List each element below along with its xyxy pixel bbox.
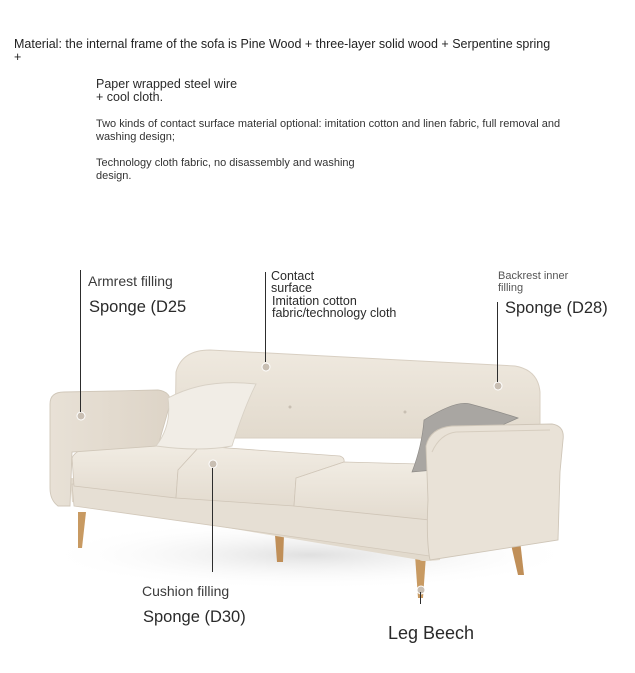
backrest-label-line-1: Backrest inner xyxy=(498,270,569,282)
technology-cloth-line-2: design. xyxy=(96,170,132,182)
cushion-leader-line xyxy=(212,468,213,572)
cushion-label: Cushion filling xyxy=(142,583,230,599)
armrest-leader-line xyxy=(80,270,81,412)
contact-surface-line-2: washing design; xyxy=(96,131,175,143)
armrest-value: Sponge (D25 xyxy=(89,298,187,316)
contact-leader-line xyxy=(265,272,266,362)
backrest-label-line-2: filling xyxy=(498,282,524,294)
backrest-callout-dot xyxy=(494,382,502,390)
paper-wire-line-1: Paper wrapped steel wire xyxy=(96,77,238,91)
contact-value-line-2: fabric/technology cloth xyxy=(272,306,397,320)
leg-label: Leg Beech xyxy=(388,623,475,643)
contact-label-line-1: Contact xyxy=(271,269,315,283)
cushion-callout-dot xyxy=(209,460,217,468)
pillow-cream xyxy=(156,383,256,449)
contact-label-line-2: surface xyxy=(271,281,312,295)
material-line: Material: the internal frame of the sofa is Pine Wood + three-layer solid wood + Serpentine spring xyxy=(14,37,551,51)
backrest-leader-line xyxy=(497,302,498,382)
material-line-continuation: + xyxy=(14,50,22,64)
cushion-value: Sponge (D30) xyxy=(143,608,246,626)
contact-surface-line-1: Two kinds of contact surface material optional: imitation cotton and linen fabric, full removal and xyxy=(96,118,561,130)
backrest-value: Sponge (D28) xyxy=(505,299,608,317)
armrest-callout-dot xyxy=(77,412,85,420)
contact-callout-dot xyxy=(262,363,270,371)
leg-leader-line xyxy=(420,592,421,604)
right-armrest xyxy=(426,424,563,560)
contact-value-line-1: Imitation cotton xyxy=(272,294,357,308)
technology-cloth-line-1: Technology cloth fabric, no disassembly and washing xyxy=(96,157,355,169)
armrest-label: Armrest filling xyxy=(88,273,173,289)
paper-wire-line-2: + cool cloth. xyxy=(96,90,164,104)
